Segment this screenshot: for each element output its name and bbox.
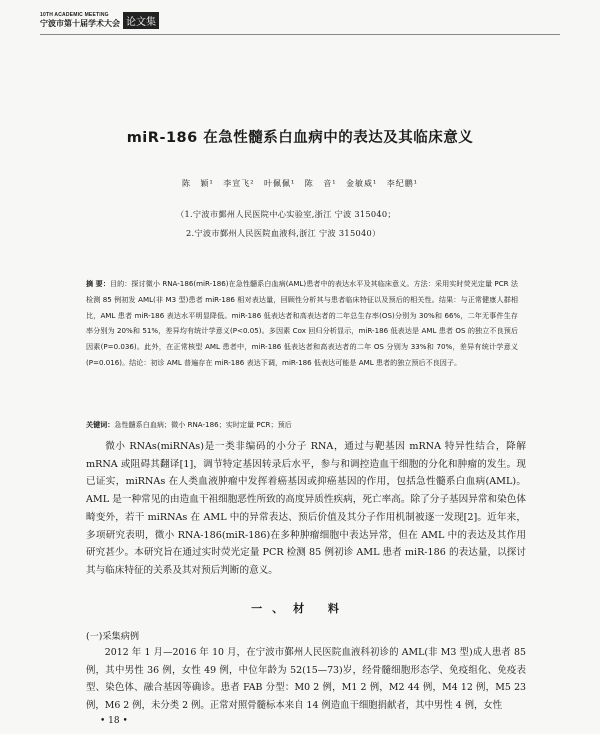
page-number: • 18 • — [100, 716, 128, 726]
keywords-label: 关键词： — [86, 420, 115, 429]
header-divider — [40, 34, 560, 35]
journal-header-english: 10TH ACADEMIC MEETING — [40, 12, 109, 18]
journal-header-text — [40, 13, 120, 28]
affiliation-2: 2.宁波市鄞州人民医院血液科,浙江 宁波 315040） — [186, 228, 381, 238]
introduction-paragraph: 微小 RNAs(miRNAs)是一类非编码的小分子 RNA，通过与靶基因 mRNA 特异性结合，降解 mRNA 或阻碍其翻译[1]，调节特定基因转录后水平，参与和调控造血干细胞的分化和肿瘤的发生。现已证实，miRNAs 在人类血液肿瘤中发挥着癌基因或抑癌基因的作用，包括急性髓系白血病(AML)。AML 是一种常见的由造血干祖细胞恶性所致的高度异质性疾病，死亡率高。除了分子基因异常和染色体畸变外，若干 miRNAs 在 AML 中的异常表达、预后价值及其分子作用机制被逐一发现[2]。近年来，多项研究表明，微小 RNA-186(miR-186)在多种肿瘤细胞中表达异常，但在 AML 中的表达及其作用研究甚少。本研究旨在通过实时荧光定量 PCR 检测 85 例初诊 AML 患者 miR-186 的表达量，以探讨其与临床特征的关系及其对预后判断的意义。 — [86, 441, 526, 576]
paper-authors: 陈 颖¹ 李宣飞² 叶佩佩¹ 陈 音¹ 金敏威¹ 李纪鹏¹ — [181, 179, 419, 188]
keywords-text: 急性髓系白血病；微小 RNA-186；实时定量 PCR；预后 — [114, 420, 292, 429]
subsection-heading: (一)采集病例 — [86, 631, 140, 642]
journal-header-chinese: 宁波市第十届学术大会 — [40, 19, 120, 28]
abstract-label: 摘 要： — [86, 279, 110, 288]
journal-header — [40, 12, 159, 29]
keywords — [86, 420, 518, 430]
paper-title: miR-186 在急性髓系白血病中的表达及其临床意义 — [126, 130, 474, 146]
abstract-text: 目的：探讨微小 RNA-186(miR-186)在急性髓系白血病(AML)患者中的表达水平及其临床意义。方法：采用实时荧光定量 PCR 法检测 85 例初发 AML(非 M3 型)患者 miR-186 相对表达量，回顾性分析其与患者临床特征以及预后的相关性。结果：与正常健康人群相比，AML 患者 miR-186 表达水平明显降低。miR-186 低表达者和高表达者的二年总生存率(OS)分别为 30%和 66%，二年无事件生存率分别为 20%和 51%，差异均有统计学意义(P<0.05)。多因素 Cox 回归分析显示，miR-186 低表达是 AML 患者 OS 的独立不良预后因素(P=0.036)。此外，在正常核型 AML 患者中，miR-186 低表达者和高表达者的二年 OS 分别为 33%和 70%，差异有统计学意义(P=0.016)。结论：初诊 AML 普遍存在 miR-186 表达下调，miR-186 低表达可能是 AML 患者的独立预后不良因子。 — [86, 279, 518, 367]
journal-header-badge: 论文集 — [123, 12, 159, 29]
affiliation-1: （1.宁波市鄞州人民医院中心实验室,浙江 宁波 315040； — [176, 209, 396, 219]
section-heading-materials: 一、材 料 — [251, 602, 349, 615]
abstract — [86, 276, 518, 371]
materials-paragraph: 2012 年 1 月—2016 年 10 月，在宁波市鄞州人民医院血液科初诊的 AML(非 M3 型)成人患者 85 例，其中男性 36 例，女性 49 例，中位年龄为 52(15—73)岁，经骨髓细胞形态学、免疫组化、免疫表型、染色体、融合基因等确诊。患者 FAB 分型：M0 2 例，M1 2 例，M2 44 例，M4 12 例，M5 23 例，M6 2 例，未分类 2 例。正常对照骨髓标本来自 14 例造血干细胞捐献者，其中男性 4 例，女性 — [86, 647, 526, 712]
